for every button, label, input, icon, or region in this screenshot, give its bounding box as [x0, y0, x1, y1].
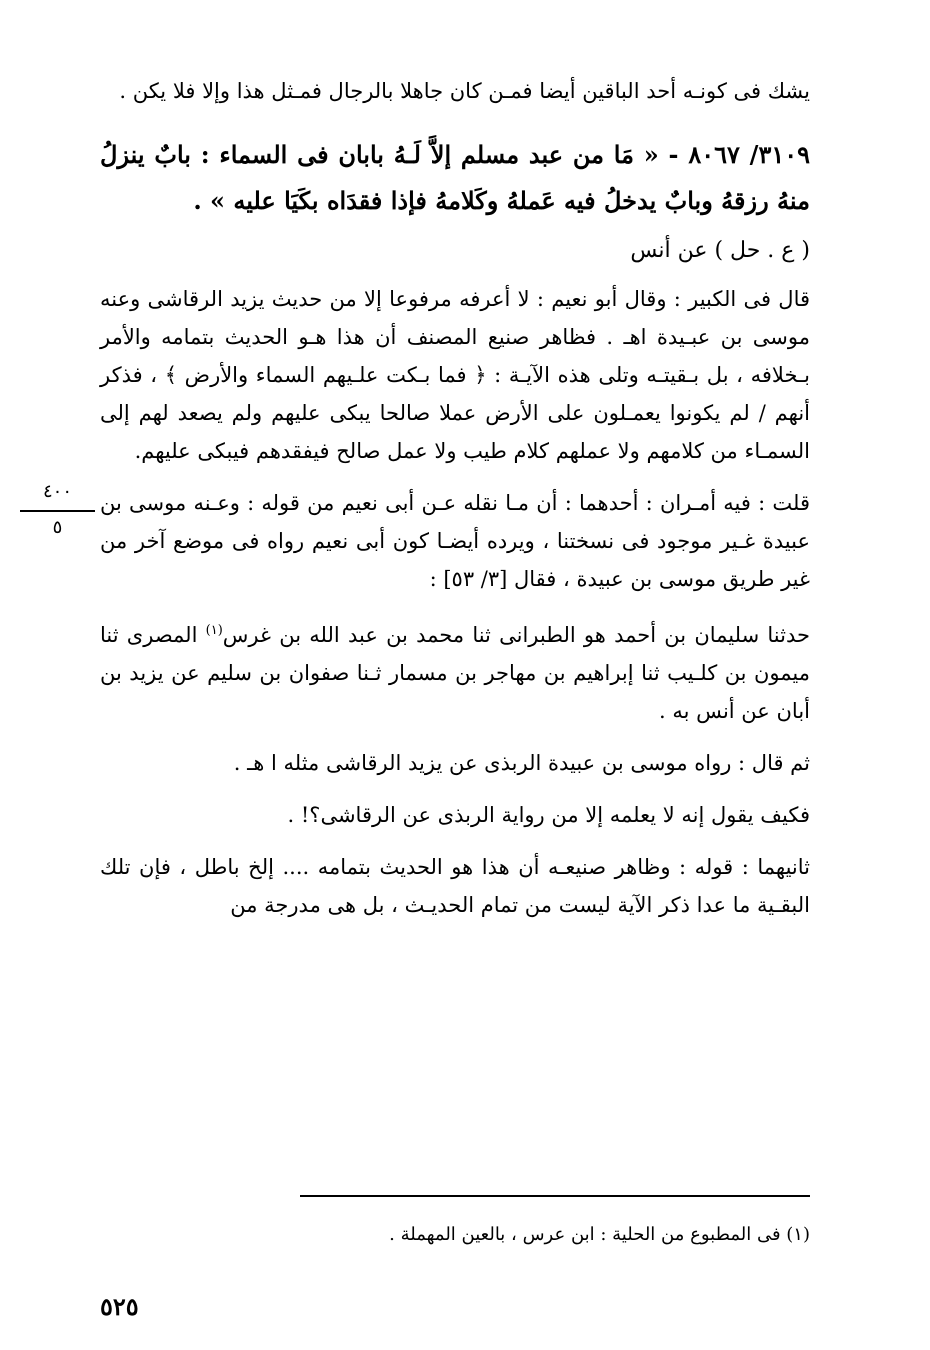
page-number: ٥٢٥	[100, 1292, 139, 1321]
chain-text-end: المصرى ثنا ميمون بن كلـيب ثنا إبراهيم بن مهاجر بن مسمار ثـنا صفوان بن سليم عن يزيد بن أبان عن أنس به .	[100, 623, 810, 723]
hadith-source: ( ع . حل ) عن أنس	[630, 238, 810, 263]
hadith-text: ٣١٠٩/ ٨٠٦٧ - « مَا من عبد مسلم إلاَّ لَـهُ بابان فى السماء : بابٌ ينزلُ منهُ رزقهُ وبابٌ يدخلُ فيه عَملهُ وكَلامهُ فإذا فقدَاه بكَيَا عليه » .	[100, 140, 810, 215]
margin-divider	[20, 510, 95, 512]
chain-text-start: حدثنا سليمان بن أحمد هو الطبرانى ثنا محمد بن عبد الله بن غرس	[222, 623, 810, 647]
footnote-divider	[300, 1195, 810, 1197]
chain-paragraph	[100, 612, 810, 730]
critique-paragraph: قلت : فيه أمـران : أحدهما : أن مـا نقله عـن أبى نعيم من قوله : وعـنه موسى بن عبيدة غـير موجود فى نسختنا ، ويرده أيضـا كون أبى نعيم رواه فى موضع آخر من غير طريق موسى بن عبيدة ، فقال [٣/ ٥٣] :	[100, 491, 810, 591]
intro-paragraph: يشك فى كونـه أحد الباقين أيضا فمـن كان جاهلا بالرجال فمـثل هذا وإلا فلا يكن .	[119, 79, 810, 103]
footnote: (١) فى المطبوع من الحلية : ابن عرس ، بالعين المهملة .	[389, 1224, 810, 1245]
second-point-paragraph: ثانيهما : قوله : وظاهر صنيعـه أن هذا هو الحديث بتمامه .... إلخ باطل ، فإن تلك البقـية ما عدا ذكر الآية ليست من تمام الحديـث ، بل هى مدرجة من	[100, 855, 810, 917]
commentary-paragraph: قال فى الكبير : وقال أبو نعيم : لا أعرفه مرفوعا إلا من حديث يزيد الرقاشى وعنه موسى بن عبـيدة اهـ . فظاهر صنيع المصنف أن هذا هـو الحديث بتمامه والأمر بـخلافه ، بل بـقيتـه وتلى هذه الآيـة : ﴿ فما بـكت علـيهم السماء والأرض ﴾ ، فذكر أنهم / لم يكونوا يعمـلون على الأرض عملا صالحا يبكى عليهم ولم يصعد لهم إلى السمـاء من كلامهم ولا عملهم كلام طيب ولا عمل صالح فيفقدهم فيبكى عليهم.	[100, 287, 810, 463]
margin-part-number: ٥	[52, 517, 63, 538]
main-text	[100, 72, 810, 924]
question-paragraph: فكيف يقول إنه لا يعلمه إلا من رواية الربذى عن الرقاشى؟! .	[287, 803, 810, 827]
footnote-marker: (١)	[205, 623, 223, 638]
margin-volume-note	[20, 482, 95, 538]
then-said-paragraph: ثم قال : رواه موسى بن عبيدة الربذى عن يزيد الرقاشى مثله ا هـ .	[233, 751, 810, 775]
margin-volume-number: ٤٠٠	[42, 481, 72, 502]
